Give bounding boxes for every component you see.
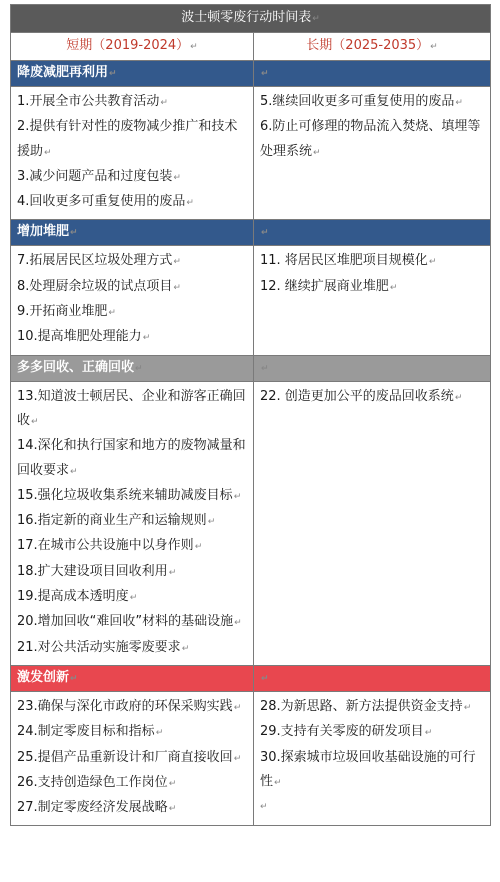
paragraph-mark-icon: ↵ <box>155 728 164 739</box>
paragraph-mark-icon: ↵ <box>142 333 151 344</box>
paragraph-mark-icon: ↵ <box>109 69 117 79</box>
action-item <box>260 115 486 165</box>
section-header-empty-cell <box>254 665 491 691</box>
action-item-text: 25.提倡产品重新设计和厂商直接收回 <box>17 749 233 765</box>
section-header-cell <box>11 61 254 87</box>
paragraph-mark-icon: ↵ <box>135 363 143 374</box>
paragraph-mark-icon: ↵ <box>168 778 177 789</box>
action-item <box>17 796 249 821</box>
sections-body <box>11 61 491 826</box>
paragraph-mark-icon: ↵ <box>168 567 177 578</box>
paragraph-mark-icon: ↵ <box>160 98 168 108</box>
paragraph-mark-icon: ↵ <box>274 777 282 788</box>
timeline-table <box>10 4 491 826</box>
paragraph-mark-icon: ↵ <box>70 673 78 684</box>
paragraph-mark-icon: ↵ <box>261 363 269 374</box>
short-term-items-cell <box>11 691 254 825</box>
action-item-text: 26.支持创造绿色工作岗位 <box>17 774 168 790</box>
action-item-text: 14.深化和执行国家和地方的废物减量和回收要求 <box>17 438 246 478</box>
paragraph-mark-icon: ↵ <box>261 673 269 684</box>
section-header-empty-cell <box>254 220 491 246</box>
paragraph-mark-icon: ↵ <box>389 282 398 293</box>
action-item-text: 23.确保与深化市政府的环保采购实践 <box>17 698 233 714</box>
action-item-text: 11. 将居民区堆肥项目规模化 <box>260 253 428 269</box>
action-item <box>260 720 486 745</box>
action-item-text: 28.为新思路、新方法提供资金支持 <box>260 698 463 714</box>
action-item <box>17 385 249 435</box>
action-item <box>260 275 486 300</box>
action-item-text: 19.提高成本透明度 <box>17 589 129 605</box>
action-item <box>17 610 249 635</box>
paragraph-mark-icon: ↵ <box>424 728 433 739</box>
action-item-text: 1.开展全市公共教育活动 <box>17 94 160 109</box>
section-title: 降废减肥再利用 <box>17 65 109 80</box>
paragraph-mark-icon: ↵ <box>207 517 216 528</box>
short-term-header-cell <box>11 33 254 61</box>
action-item <box>17 534 249 559</box>
action-item <box>17 746 249 771</box>
section-header-row <box>11 61 491 87</box>
short-term-items-cell <box>11 87 254 220</box>
action-item-text: 21.对公共活动实施零废要求 <box>17 639 181 655</box>
action-item <box>260 385 486 410</box>
paragraph-mark-icon: ↵ <box>70 466 78 477</box>
action-item <box>260 746 486 796</box>
action-item-text: 18.扩大建设项目回收利用 <box>17 563 168 579</box>
section-header-row <box>11 665 491 691</box>
paragraph-mark-icon: ↵ <box>455 98 463 108</box>
action-item <box>17 90 249 115</box>
paragraph-mark-icon: ↵ <box>186 198 194 209</box>
action-item-text: 3.减少问题产品和过度包装 <box>17 168 173 184</box>
paragraph-mark-icon: ↵ <box>312 14 320 24</box>
table-title-cell <box>11 5 491 33</box>
action-item-text: 9.开拓商业堆肥 <box>17 304 108 320</box>
paragraph-mark-icon: ↵ <box>233 702 242 713</box>
action-item-text: 10.提高堆肥处理能力 <box>17 329 142 345</box>
action-item <box>17 771 249 796</box>
paragraph-mark-icon: ↵ <box>233 491 242 502</box>
action-timeline-document <box>10 4 490 826</box>
action-item <box>17 249 249 274</box>
section-items-row <box>11 691 491 825</box>
paragraph-mark-icon: ↵ <box>44 147 52 158</box>
action-item-text: 24.制定零废目标和指标 <box>17 724 155 740</box>
action-item <box>260 249 486 274</box>
paragraph-mark-icon: ↵ <box>31 416 39 427</box>
action-item-text: 16.指定新的商业生产和运输规则 <box>17 513 207 529</box>
section-header-empty-cell <box>254 355 491 381</box>
action-item-text: 30.探索城市垃圾回收基础设施的可行性 <box>260 749 476 789</box>
action-item <box>17 300 249 325</box>
paragraph-mark-icon: ↵ <box>428 257 437 268</box>
action-item <box>17 115 249 165</box>
action-item-text: 17.在城市公共设施中以身作则 <box>17 538 194 554</box>
action-item <box>17 585 249 610</box>
short-term-items-cell <box>11 381 254 665</box>
action-item-text: 20.增加回收“难回收”材料的基础设施 <box>17 614 234 630</box>
paragraph-mark-icon: ↵ <box>70 228 78 239</box>
paragraph-mark-icon: ↵ <box>234 618 242 629</box>
action-item-text: 5.继续回收更多可重复使用的废品 <box>260 94 455 109</box>
action-item-text: 7.拓展居民区垃圾处理方式 <box>17 253 173 269</box>
action-item <box>17 434 249 484</box>
action-item <box>260 90 486 115</box>
table-title: 波士顿零废行动时间表 <box>181 10 312 25</box>
short-term-header: 短期（2019-2024） <box>66 38 190 53</box>
section-items-row <box>11 87 491 220</box>
paragraph-mark-icon: ↵ <box>173 172 181 183</box>
long-term-items-cell <box>254 246 491 355</box>
paragraph-mark-icon: ↵ <box>261 69 269 79</box>
action-item-text: 27.制定零废经济发展战略 <box>17 800 168 816</box>
section-title: 激发创新 <box>17 669 70 685</box>
paragraph-mark-icon: ↵ <box>233 753 242 764</box>
paragraph-mark-icon: ↵ <box>173 257 181 268</box>
section-title: 增加堆肥 <box>17 224 70 240</box>
paragraph-mark-icon: ↵ <box>181 643 190 654</box>
action-item-text: 15.强化垃圾收集系统来辅助减废目标 <box>17 487 233 503</box>
paragraph-mark-icon: ↵ <box>261 228 269 239</box>
section-header-row <box>11 355 491 381</box>
paragraph-mark-icon: ↵ <box>108 308 116 319</box>
paragraph-mark-icon: ↵ <box>260 802 268 813</box>
section-header-empty-cell <box>254 61 491 87</box>
action-item-text: 4.回收更多可重复使用的废品 <box>17 194 186 210</box>
action-item <box>17 484 249 509</box>
section-header-row <box>11 220 491 246</box>
action-item-text: 6.防止可修理的物品流入焚烧、填埋等处理系统 <box>260 119 481 159</box>
action-item <box>17 190 249 215</box>
section-header-cell <box>11 355 254 381</box>
paragraph-mark-icon: ↵ <box>313 147 321 158</box>
action-item-text: 8.处理厨余垃圾的试点项目 <box>17 278 173 294</box>
paragraph-mark-icon: ↵ <box>430 42 438 52</box>
short-term-items-cell <box>11 246 254 355</box>
action-item <box>17 720 249 745</box>
section-items-row <box>11 381 491 665</box>
action-item <box>17 695 249 720</box>
section-header-cell <box>11 220 254 246</box>
paragraph-mark-icon: ↵ <box>190 42 198 52</box>
action-item-text: 29.支持有关零废的研发项目 <box>260 724 424 740</box>
paragraph-mark-icon: ↵ <box>168 804 177 815</box>
table-title-row <box>11 5 491 33</box>
long-term-items-cell <box>254 381 491 665</box>
action-item-text: 22. 创造更加公平的废品回收系统 <box>260 388 454 404</box>
long-term-items-cell <box>254 691 491 825</box>
section-items-row <box>11 246 491 355</box>
section-header-cell <box>11 665 254 691</box>
paragraph-mark-icon: ↵ <box>463 702 472 713</box>
long-term-header-cell <box>254 33 491 61</box>
action-item <box>260 695 486 720</box>
action-item <box>17 275 249 300</box>
paragraph-mark-icon: ↵ <box>173 282 181 293</box>
action-item <box>17 325 249 350</box>
action-item <box>17 165 249 190</box>
long-term-header: 长期（2025-2035） <box>306 38 430 53</box>
action-item-text: 13.知道波士顿居民、企业和游客正确回收 <box>17 388 246 428</box>
action-item-text: 2.提供有针对性的废物减少推广和技术援助 <box>17 119 238 159</box>
paragraph-mark-icon: ↵ <box>129 593 138 604</box>
paragraph-mark-icon: ↵ <box>194 542 203 553</box>
action-item <box>17 560 249 585</box>
action-item <box>17 509 249 534</box>
long-term-items-cell <box>254 87 491 220</box>
column-header-row <box>11 33 491 61</box>
action-item <box>17 636 249 661</box>
action-item-text: 12. 继续扩展商业堆肥 <box>260 278 389 294</box>
paragraph-mark-icon: ↵ <box>454 392 463 403</box>
section-title: 多多回收、正确回收 <box>17 359 135 375</box>
